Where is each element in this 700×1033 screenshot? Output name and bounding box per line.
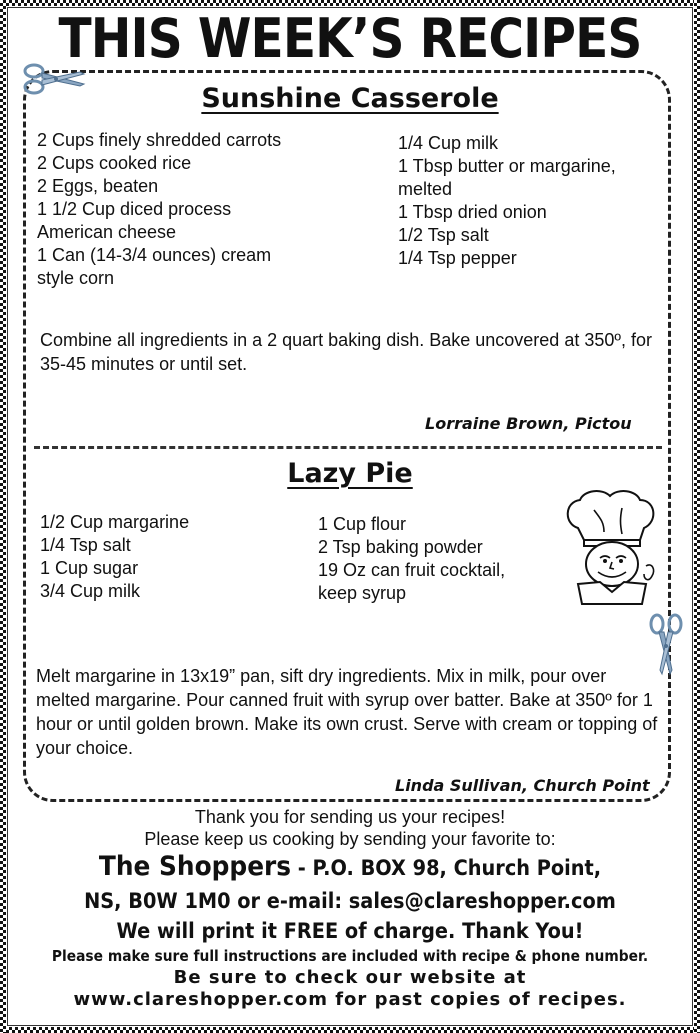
- ingredient-item: 1 Tbsp butter or margarine,: [398, 156, 616, 176]
- ingredient-item: 1/2 Tsp salt: [398, 225, 489, 245]
- ingredient-list-left: [37, 129, 337, 290]
- ingredient-item: 1/4 Tsp pepper: [398, 248, 517, 268]
- ingredient-list-left: [40, 511, 290, 603]
- ingredient-list-right: [318, 513, 548, 605]
- ingredient-item: American cheese: [37, 222, 177, 242]
- footer-address-part2: NS, B0W 1M0 or e-mail: sales@clareshopper.com: [84, 889, 616, 913]
- recipe-title: Lazy Pie: [287, 458, 413, 489]
- ingredient-list-right: [398, 132, 658, 270]
- checkered-border-bottom: [0, 1027, 700, 1033]
- recipe-title: Sunshine Casserole: [201, 83, 499, 114]
- footer: [0, 806, 700, 1011]
- ingredient-item: 2 Eggs, beaten: [37, 176, 159, 196]
- footer-free-notice: We will print it FREE of charge. Thank You!: [116, 919, 584, 943]
- ingredient-item: 2 Cups cooked rice: [37, 153, 192, 173]
- ingredient-item: melted: [398, 179, 453, 199]
- footer-address-part1: - P.O. BOX 98, Church Point,: [291, 856, 602, 880]
- ingredient-item: 1/4 Cup milk: [398, 133, 499, 153]
- ingredient-item: 2 Tsp baking powder: [318, 537, 483, 557]
- recipe-instructions: Combine all ingredients in a 2 quart baking dish. Bake uncovered at 350º, for 35-45 minutes or until set.: [40, 330, 652, 374]
- ingredient-item: 1 Cup sugar: [40, 558, 139, 578]
- recipe-instructions: Melt margarine in 13x19” pan, sift dry ingredients. Mix in milk, pour over melted margarine. Pour canned fruit with syrup over batter. Bake at 350º for 1 hour or until golden brown. Make its own crust. Serve with cream or topping of your choice.: [36, 666, 658, 758]
- footer-keep-cooking: Please keep us cooking by sending your favorite to:: [144, 829, 556, 849]
- ingredient-item: 1 Cup flour: [318, 514, 407, 534]
- shoppers-name: The Shoppers: [98, 851, 292, 882]
- footer-website-line1: Be sure to check our website at: [173, 967, 527, 988]
- footer-website-line2: www.clareshopper.com for past copies of recipes.: [73, 989, 627, 1010]
- page-title: THIS WEEK’S RECIPES: [58, 7, 642, 70]
- ingredient-item: 19 Oz can fruit cocktail,: [318, 560, 506, 580]
- recipe-divider: [34, 446, 662, 449]
- ingredient-item: keep syrup: [318, 583, 407, 603]
- ingredient-item: 3/4 Cup milk: [40, 581, 141, 601]
- recipe-author: Lorraine Brown, Pictou: [425, 414, 632, 433]
- recipe-author: Linda Sullivan, Church Point: [395, 776, 650, 795]
- chef-icon: [560, 488, 664, 606]
- footer-contact-line: [28, 850, 672, 885]
- ingredient-item: 1/2 Cup margarine: [40, 512, 190, 532]
- ingredient-item: style corn: [37, 268, 115, 288]
- ingredient-item: 1 1/2 Cup diced process: [37, 199, 232, 219]
- ingredient-item: 1 Tbsp dried onion: [398, 202, 547, 222]
- ingredient-item: 2 Cups finely shredded carrots: [37, 130, 282, 150]
- footer-instructions-note: Please make sure full instructions are included with recipe & phone number.: [51, 947, 649, 965]
- ingredient-item: 1/4 Tsp salt: [40, 535, 131, 555]
- ingredient-item: 1 Can (14-3/4 ounces) cream: [37, 245, 272, 265]
- footer-thanks: Thank you for sending us your recipes!: [194, 807, 506, 827]
